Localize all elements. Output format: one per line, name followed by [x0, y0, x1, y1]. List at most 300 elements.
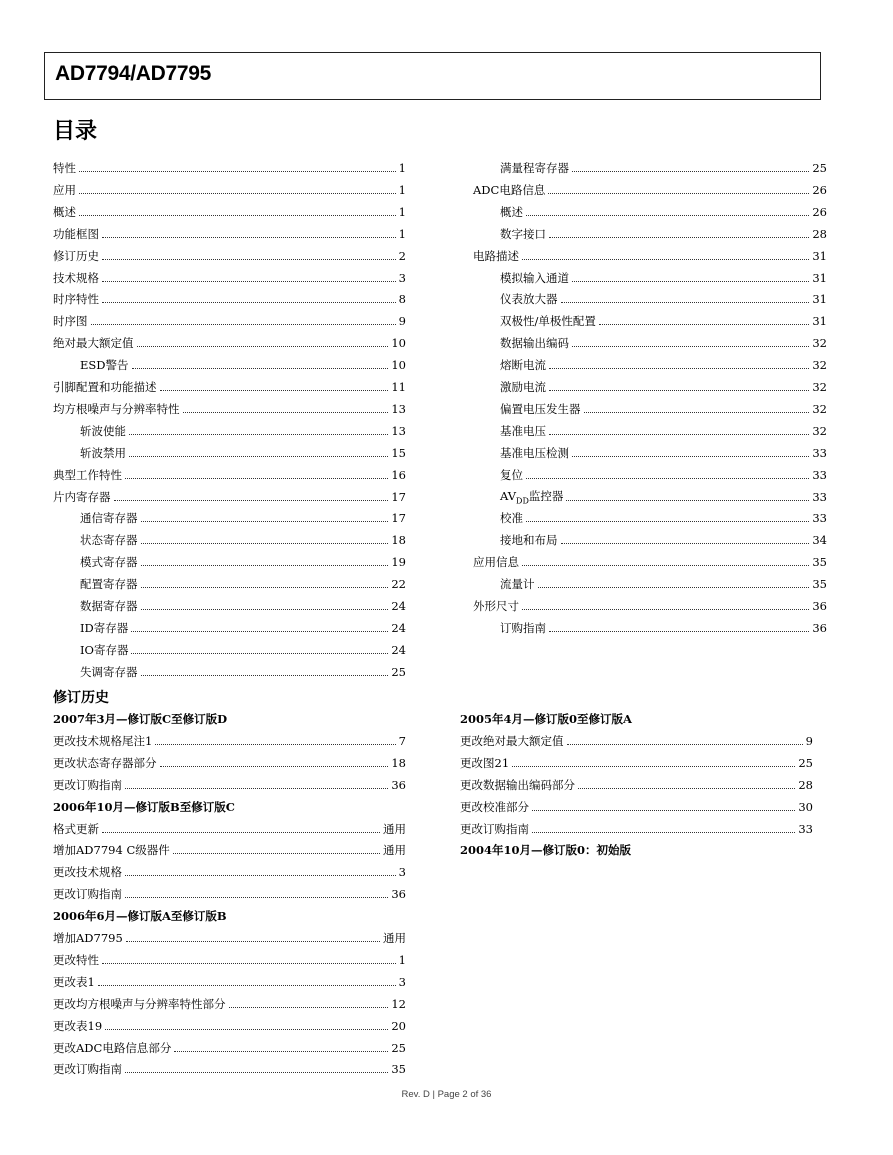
toc-entry-page: 32: [812, 401, 827, 416]
toc-entry-title: [500, 226, 549, 242]
toc-entry-text: ESD警告: [80, 358, 129, 373]
revision-heading: 2007年3月—修订版C至修订版D: [53, 712, 228, 726]
toc-entry-text: 模式寄存器: [80, 555, 138, 570]
toc-entry-page: 17: [391, 511, 406, 526]
toc-entry[interactable]: [500, 288, 827, 310]
toc-entry-title: [500, 204, 526, 220]
toc-entry[interactable]: [500, 332, 827, 354]
toc-entry[interactable]: [500, 486, 827, 508]
dot-leader: [584, 412, 810, 413]
toc-entry-text: ADC电路信息: [473, 182, 546, 197]
toc-entry-page: 32: [812, 336, 827, 351]
toc-entry-text: 引脚配置和功能描述: [53, 380, 157, 394]
toc-entry-page: 22: [391, 577, 406, 592]
toc-entry-text: IO寄存器: [80, 642, 129, 657]
toc-entry-page: 33: [812, 489, 827, 504]
toc-entry-page: 24: [391, 599, 406, 613]
toc-entry-text: 斩波禁用: [80, 445, 126, 460]
toc-entry-text: 时序特性: [53, 292, 99, 307]
dot-leader: [141, 521, 389, 522]
toc-entry-title: [80, 532, 141, 548]
toc-entry-page: 16: [391, 467, 406, 482]
toc-entry[interactable]: [53, 288, 406, 310]
dot-leader: [548, 193, 809, 194]
toc-entry[interactable]: [53, 201, 406, 223]
revision-entry-text: 更改校准部分: [460, 799, 529, 814]
toc-entry-page: 33: [812, 511, 827, 526]
dot-leader: [160, 766, 389, 767]
revision-entry: [53, 861, 406, 883]
dot-leader: [91, 324, 396, 325]
toc-entry-page: 25: [391, 664, 406, 679]
revision-entry: [53, 883, 406, 905]
revision-entry: [53, 927, 406, 949]
revision-heading: 2006年10月—修订版B至修订版C: [53, 799, 235, 814]
dot-leader: [526, 478, 809, 479]
toc-entry-text: 数据寄存器: [80, 599, 138, 613]
dot-leader: [79, 215, 396, 216]
toc-entry[interactable]: [80, 420, 406, 442]
toc-entry-title: [53, 401, 183, 417]
toc-entry-title: [500, 488, 566, 505]
toc-entry-title: [500, 335, 572, 351]
revision-entry-page: 36: [391, 887, 406, 902]
toc-entry[interactable]: [500, 354, 827, 376]
dot-leader: [160, 390, 389, 391]
toc-entry[interactable]: [500, 529, 827, 551]
toc-entry-page: 18: [391, 533, 406, 548]
toc-entry-text: 应用信息: [473, 555, 519, 570]
toc-entry-page: 33: [812, 467, 827, 482]
dot-leader: [229, 1007, 389, 1008]
toc-entry[interactable]: [53, 376, 406, 398]
toc-entry-page: 15: [391, 445, 406, 460]
toc-entry-page: 36: [812, 620, 827, 635]
toc-entry-title: [500, 532, 561, 548]
dot-leader: [141, 543, 389, 544]
toc-entry-page: 13: [391, 423, 406, 438]
toc-entry[interactable]: [473, 245, 827, 267]
dot-leader: [141, 675, 389, 676]
dot-leader: [173, 853, 380, 854]
toc-entry[interactable]: [53, 398, 406, 420]
toc-entry-page: 11: [391, 380, 406, 394]
toc-entry-title: [473, 182, 548, 198]
toc-entry-text: 概述: [53, 204, 76, 219]
toc-entry[interactable]: [500, 376, 827, 398]
revision-entry-text: 增加AD7794 C级器件: [53, 843, 170, 858]
toc-entry-text: 订购指南: [500, 620, 546, 635]
toc-entry-text: 配置寄存器: [80, 577, 138, 592]
dot-leader: [125, 875, 396, 876]
toc-entry-text: 接地和布局: [500, 533, 558, 548]
toc-entry-page: 9: [398, 314, 406, 329]
dot-leader: [125, 788, 388, 789]
revision-entry-text: 更改表19: [53, 1018, 103, 1033]
toc-entry-text: 通信寄存器: [80, 511, 138, 526]
toc-entry-text: 复位: [500, 467, 523, 482]
dot-leader: [102, 963, 396, 964]
toc-entry-title: [80, 598, 141, 614]
toc-entry-text: 特性: [53, 161, 76, 175]
revision-entry-text: 更改绝对最大额定值: [460, 733, 564, 748]
toc-entry-page: 24: [391, 620, 406, 635]
toc-entry-page: 28: [812, 226, 827, 241]
toc-entry-text: 片内寄存器: [53, 489, 111, 504]
toc-entry-page: 32: [812, 380, 827, 394]
toc-entry[interactable]: [53, 464, 406, 486]
dot-leader: [141, 609, 389, 610]
dot-leader: [125, 897, 388, 898]
toc-entry[interactable]: [500, 398, 827, 420]
toc-heading: 目录: [53, 119, 98, 144]
toc-entry-text: 绝对最大额定值: [53, 336, 134, 351]
toc-entry-text: AV: [500, 488, 517, 503]
toc-entry-text: 数字接口: [500, 226, 546, 241]
dot-leader: [183, 412, 389, 413]
toc-entry-text: 功能框图: [53, 226, 99, 241]
dot-leader: [522, 609, 809, 610]
revision-entry-text: 更改数据输出编码部分: [460, 777, 575, 792]
toc-entry[interactable]: [80, 617, 406, 639]
toc-entry-page: 32: [812, 423, 827, 438]
toc-entry[interactable]: [80, 442, 406, 464]
toc-entry-title: [53, 248, 102, 264]
toc-entry-title: [53, 204, 79, 220]
toc-entry[interactable]: [80, 573, 406, 595]
revision-heading: 2004年10月—修订版0：初始版: [460, 843, 632, 858]
toc-entry[interactable]: [500, 223, 827, 245]
toc-entry-page: 2: [398, 248, 406, 263]
revision-entry: [53, 730, 406, 752]
revision-entry-text: 更改技术规格尾注1: [53, 733, 153, 748]
toc-entry[interactable]: [500, 464, 827, 486]
toc-entry[interactable]: [500, 617, 827, 639]
revision-entry-text: 更改订购指南: [53, 887, 122, 902]
dot-leader: [126, 941, 380, 942]
revision-entry: [460, 774, 813, 796]
toc-entry-text: 斩波使能: [80, 423, 126, 438]
toc-entry[interactable]: [53, 310, 406, 332]
toc-entry-title: [53, 270, 102, 286]
toc-entry-text: 熔断电流: [500, 358, 546, 373]
toc-entry-page: 31: [812, 270, 827, 285]
toc-entry-title: [53, 467, 125, 483]
toc-entry-page: 10: [391, 358, 406, 373]
toc-entry-title: [500, 160, 572, 176]
toc-entry-subscript: DD: [516, 496, 529, 506]
dot-leader: [512, 766, 795, 767]
dot-leader: [102, 281, 396, 282]
revision-entry-text: 更改特性: [53, 952, 99, 967]
toc-entry-title: [53, 160, 79, 176]
toc-entry[interactable]: [53, 223, 406, 245]
revision-entry-page: 3: [398, 974, 406, 989]
toc-entry-title: [500, 467, 526, 483]
toc-entry-title: [53, 489, 114, 505]
toc-entry-title: [80, 664, 141, 680]
toc-entry-title: [80, 554, 141, 570]
toc-entry-page: 26: [812, 204, 827, 219]
dot-leader: [561, 543, 810, 544]
dot-leader: [526, 521, 809, 522]
toc-entry[interactable]: [473, 551, 827, 573]
toc-entry-text: 外形尺寸: [473, 599, 519, 613]
toc-entry-text: ID寄存器: [80, 620, 129, 635]
revision-entry-page: 通用: [383, 821, 406, 836]
dot-leader: [114, 500, 389, 501]
revision-entry-page: 25: [798, 755, 813, 770]
dot-leader: [125, 478, 388, 479]
toc-entry-title: [500, 357, 549, 373]
dot-leader: [522, 259, 809, 260]
revision-entry-text: 更改均方根噪声与分辨率特性部分: [53, 996, 226, 1011]
dot-leader: [549, 434, 809, 435]
revision-heading: 2006年6月—修订版A至修订版B: [53, 909, 227, 924]
dot-leader: [549, 390, 809, 391]
toc-entry-text: 偏置电压发生器: [500, 401, 581, 416]
toc-entry-title: [53, 335, 137, 351]
revision-entry: [460, 752, 813, 774]
toc-entry-page: 36: [812, 599, 827, 613]
revision-entry: [460, 730, 813, 752]
revision-entry-page: 30: [798, 799, 813, 814]
toc-entry-page: 35: [812, 555, 827, 570]
dot-leader: [141, 587, 389, 588]
dot-leader: [526, 215, 809, 216]
dot-leader: [561, 302, 810, 303]
toc-entry-text: 电路描述: [473, 248, 519, 263]
toc-entry-title: [80, 576, 141, 592]
toc-entry-text: 模拟输入通道: [500, 270, 569, 285]
revision-entry-page: 9: [805, 733, 813, 748]
revision-entry: [53, 949, 406, 971]
toc-entry-title: [53, 313, 91, 329]
toc-entry-text: 流量计: [500, 577, 535, 592]
dot-leader: [572, 456, 809, 457]
toc-entry[interactable]: [473, 179, 827, 201]
toc-entry-title: [500, 291, 561, 307]
dot-leader: [131, 653, 388, 654]
toc-entry-title: [500, 445, 572, 461]
revision-entry: [53, 752, 406, 774]
dot-leader: [549, 631, 809, 632]
toc-entry[interactable]: [80, 551, 406, 573]
toc-entry-page: 26: [812, 182, 827, 197]
toc-entry[interactable]: [500, 267, 827, 289]
toc-entry-title: [500, 313, 599, 329]
dot-leader: [572, 346, 809, 347]
toc-entry[interactable]: [80, 354, 406, 376]
dot-leader: [567, 744, 803, 745]
toc-entry-page: 8: [398, 292, 406, 307]
toc-entry[interactable]: [53, 267, 406, 289]
revision-entry-page: 36: [391, 777, 406, 792]
toc-entry-text: 校准: [500, 511, 523, 526]
toc-entry[interactable]: [500, 310, 827, 332]
toc-entry[interactable]: [80, 507, 406, 529]
header-box: [44, 52, 821, 100]
revision-history-heading: 修订历史: [53, 690, 109, 706]
toc-entry-text: 概述: [500, 204, 523, 219]
revision-entry: [53, 818, 406, 840]
toc-entry-text-suffix: 监控器: [528, 488, 564, 503]
toc-entry-title: [80, 510, 141, 526]
toc-entry-text: 典型工作特性: [53, 467, 122, 482]
toc-entry-page: 1: [398, 161, 406, 175]
toc-entry-text: 仪表放大器: [500, 292, 558, 307]
dot-leader: [549, 368, 809, 369]
revision-entry: [53, 1015, 406, 1037]
toc-entry-page: 32: [812, 358, 827, 373]
document-title: AD7794/AD7795: [55, 62, 212, 85]
toc-entry[interactable]: [500, 201, 827, 223]
toc-entry-text: 满量程寄存器: [500, 161, 569, 175]
toc-entry-title: [500, 270, 572, 286]
page-footer: Rev. D | Page 2 of 36: [401, 1089, 492, 1100]
revision-entry: [460, 818, 813, 840]
dot-leader: [599, 324, 809, 325]
revision-entry-text: 更改表1: [53, 974, 95, 989]
dot-leader: [538, 587, 810, 588]
toc-entry-title: [53, 226, 102, 242]
toc-entry-text: 应用: [53, 182, 76, 197]
revision-entry-text: 更改ADC电路信息部分: [53, 1040, 172, 1055]
dot-leader: [102, 832, 380, 833]
revision-entry-page: 28: [798, 777, 813, 792]
toc-entry-title: [80, 642, 131, 658]
toc-entry[interactable]: [53, 486, 406, 508]
toc-entry[interactable]: [500, 573, 827, 595]
revision-entry-text: 更改图21: [460, 755, 510, 770]
dot-leader: [129, 456, 388, 457]
toc-entry[interactable]: [473, 595, 827, 617]
dot-leader: [102, 259, 396, 260]
toc-entry-text: 激励电流: [500, 380, 546, 394]
toc-entry[interactable]: [500, 420, 827, 442]
toc-entry-title: [500, 510, 526, 526]
revision-entry-page: 25: [391, 1040, 406, 1055]
toc-entry-text: 修订历史: [53, 248, 99, 263]
toc-entry-page: 13: [391, 401, 406, 416]
revision-entry-text: 更改状态寄存器部分: [53, 755, 157, 770]
toc-entry[interactable]: [80, 639, 406, 661]
revision-entry-page: 33: [798, 821, 813, 836]
toc-entry[interactable]: [80, 595, 406, 617]
revision-entry-page: 7: [398, 733, 406, 748]
toc-entry-title: [473, 248, 522, 264]
dot-leader: [532, 832, 795, 833]
revision-entry-text: 格式更新: [53, 821, 99, 836]
revision-entry: [53, 993, 406, 1015]
toc-entry-title: [473, 554, 522, 570]
revision-entry-page: 1: [398, 952, 406, 967]
toc-entry-text: 均方根噪声与分辨率特性: [53, 401, 180, 416]
dot-leader: [105, 1029, 388, 1030]
toc-entry[interactable]: [80, 529, 406, 551]
toc-entry[interactable]: [500, 442, 827, 464]
toc-entry-page: 17: [391, 489, 406, 504]
toc-entry[interactable]: [53, 332, 406, 354]
revision-entry: [53, 839, 406, 861]
toc-entry-title: [500, 620, 549, 636]
toc-entry-title: [53, 182, 79, 198]
revision-entry-text: 更改订购指南: [460, 821, 529, 836]
dot-leader: [141, 565, 389, 566]
dot-leader: [102, 302, 396, 303]
toc-entry[interactable]: [500, 157, 827, 179]
dot-leader: [129, 434, 388, 435]
revision-entry-page: 通用: [383, 931, 406, 945]
toc-entry-page: 10: [391, 336, 406, 351]
dot-leader: [125, 1072, 388, 1073]
dot-leader: [572, 171, 809, 172]
toc-entry-title: [473, 598, 522, 614]
toc-entry[interactable]: [53, 157, 406, 179]
revision-entry-text: 更改技术规格: [53, 865, 122, 880]
dot-leader: [79, 171, 396, 172]
dot-leader: [532, 810, 795, 811]
dot-leader: [102, 237, 396, 238]
dot-leader: [155, 744, 395, 745]
toc-entry-page: 31: [812, 248, 827, 263]
toc-entry-text: 数据输出编码: [500, 336, 569, 351]
toc-entry-title: [500, 401, 584, 417]
toc-entry-title: [80, 445, 129, 461]
revision-entry: [53, 1058, 406, 1080]
toc-entry-title: [500, 576, 538, 592]
dot-leader: [137, 346, 389, 347]
revision-entry-page: 通用: [383, 843, 406, 858]
revision-entry-text: 增加AD7795: [53, 931, 123, 945]
toc-entry[interactable]: [80, 661, 406, 683]
toc-entry-page: 1: [398, 182, 406, 197]
toc-entry-page: 31: [812, 314, 827, 329]
revision-entry-page: 35: [391, 1062, 406, 1077]
toc-entry-page: 33: [812, 445, 827, 460]
toc-entry-page: 1: [398, 204, 406, 219]
toc-entry[interactable]: [53, 179, 406, 201]
toc-entry-text: 基准电压检测: [500, 445, 569, 460]
toc-entry-page: 31: [812, 292, 827, 307]
revision-entry: [460, 796, 813, 818]
toc-entry[interactable]: [53, 245, 406, 267]
revision-heading: 2005年4月—修订版0至修订版A: [460, 712, 632, 726]
dot-leader: [79, 193, 396, 194]
dot-leader: [549, 237, 809, 238]
dot-leader: [566, 500, 809, 501]
dot-leader: [522, 565, 809, 566]
toc-entry-title: [80, 423, 129, 439]
toc-entry-title: [80, 357, 132, 373]
revision-entry-text: 更改订购指南: [53, 777, 122, 792]
toc-entry-text: 时序图: [53, 314, 88, 329]
revision-entry-page: 3: [398, 865, 406, 880]
dot-leader: [132, 368, 389, 369]
revision-entry: [53, 774, 406, 796]
toc-entry-page: 35: [812, 577, 827, 592]
dot-leader: [578, 788, 795, 789]
toc-entry-title: [53, 379, 160, 395]
revision-entry-text: 更改订购指南: [53, 1062, 122, 1077]
revision-entry: [53, 971, 406, 993]
toc-entry[interactable]: [500, 507, 827, 529]
toc-entry-title: [80, 620, 131, 636]
toc-entry-page: 25: [812, 161, 827, 175]
revision-entry-page: 18: [391, 755, 406, 770]
toc-entry-text: 技术规格: [53, 270, 99, 285]
toc-entry-text: 状态寄存器: [80, 533, 138, 548]
